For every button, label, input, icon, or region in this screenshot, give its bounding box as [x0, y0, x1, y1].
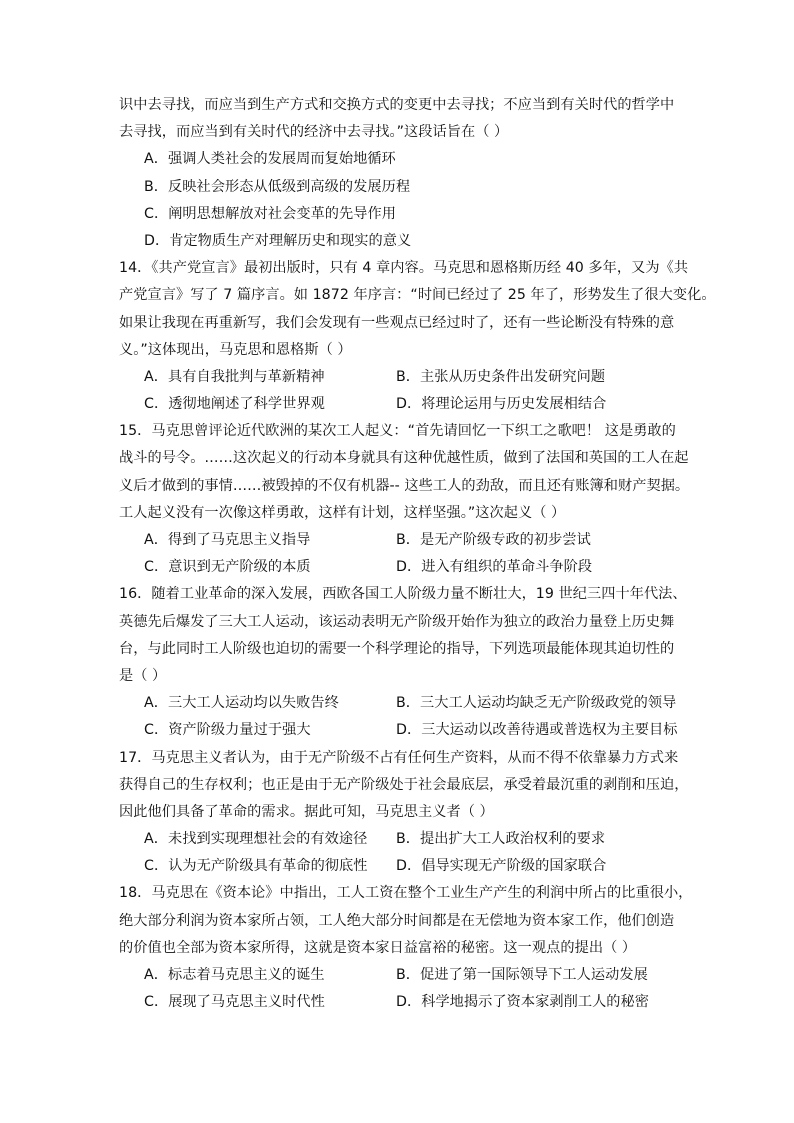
option-b: B．反映社会形态从低级到高级的发展历程: [144, 178, 411, 195]
option-b: B．提出扩大工人政治权利的要求: [396, 831, 606, 848]
question-stem-line: 如果让我现在再重新写，我们会发现有一些观点已经过时了，还有一些论断没有特殊的意: [119, 314, 675, 331]
option-a: A．具有自我批判与革新精神: [144, 368, 325, 385]
option-c: C．透彻地阐述了科学世界观: [144, 396, 325, 413]
option-c: C．意识到无产阶级的本质: [144, 559, 311, 576]
question-stem-line: 英德先后爆发了三大工人运动，该运动表明无产阶级开始作为独立的政治力量登上历史舞: [119, 613, 675, 630]
option-d: D．进入有组织的革命斗争阶段: [396, 559, 593, 576]
question-stem-line: 获得自己的生存权利；也正是由于无产阶级处于社会最底层，承受着最沉重的剥削和压迫，: [119, 776, 689, 793]
option-c: C．认为无产阶级具有革命的彻底性: [144, 858, 368, 875]
question-stem-line: 的价值也全部为资本家所得，这就是资本家日益富裕的秘密。这一观点的提出（ ）: [119, 939, 637, 956]
question-stem-line: 因此他们具备了革命的需求。据此可知，马克思主义者（ ）: [119, 803, 494, 820]
question-stem-line: 绝大部分利润为资本家所占领，工人绝大部分时间都是在无偿地为资本家工作，他们创造: [119, 912, 675, 929]
option-d: D．科学地揭示了资本家剥削工人的秘密: [396, 994, 650, 1011]
question-16: [119, 581, 689, 744]
option-d: D．将理论运用与历史发展相结合: [396, 396, 607, 413]
option-c: C．展现了马克思主义时代性: [144, 994, 325, 1011]
question-stem-line: 产党宣言》写了 7 篇序言。如 1872 年序言：“时间已经过了 25 年了，形势发生了很大变化。: [119, 287, 716, 304]
option-d: D．三大运动以改善待遇或普选权为主要目标: [396, 722, 678, 739]
option-a: A．三大工人运动均以失败告终: [144, 695, 339, 712]
question-stem-line: 义后才做到的事情……被毁掉的不仅有机器-- 这些工人的劲敌，而且还有账簿和财产契据。: [119, 477, 690, 494]
question-stem-line: 15．马克思曾评论近代欧洲的某次工人起义：“首先请回忆一下织工之歌吧！ 这是勇敢的: [119, 423, 676, 440]
question-15: [119, 418, 689, 581]
question-stem-line: 17．马克思主义者认为，由于无产阶级不占有任何生产资料，从而不得不依靠暴力方式来: [119, 749, 679, 766]
option-b: B．主张从历史条件出发研究问题: [396, 368, 606, 385]
option-a: A．未找到实现理想社会的有效途径: [144, 831, 368, 848]
option-row: [119, 717, 689, 744]
option-c: C．资产阶级力量过于强大: [144, 722, 311, 739]
option-b: B．三大工人运动均缺乏无产阶级政党的领导: [396, 695, 677, 712]
question-14: [119, 255, 716, 418]
question-stem-line: 去寻找，而应当到有关时代的经济中去寻找。”这段话旨在（ ）: [119, 124, 509, 141]
question-stem-line: 义。”这体现出，马克思和恩格斯（ ）: [119, 341, 352, 358]
option-row: [119, 690, 689, 717]
option-row: [119, 391, 689, 418]
option-b: B．促进了第一国际领导下工人运动发展: [396, 967, 648, 983]
option-row: [119, 989, 689, 1016]
question-stem-line: 14．《共产党宣言》最初出版时，只有 4 章内容。马克思和恩格斯历经 40 多年，又为《共: [119, 260, 689, 277]
question-stem-line: 识中去寻找，而应当到生产方式和交换方式的变更中去寻找；不应当到有关时代的哲学中: [119, 97, 675, 113]
option-a: A．强调人类社会的发展周而复始地循环: [144, 151, 396, 168]
question-stem-line: 台，与此同时工人阶级也迫切的需要一个科学理论的指导，下列选项最能体现其迫切性的: [119, 640, 675, 657]
question-stem-line: 是（ ）: [119, 667, 167, 684]
question-17: [119, 745, 689, 881]
option-row: [119, 826, 689, 853]
option-row: [119, 554, 689, 581]
option-a: A．标志着马克思主义的诞生: [144, 967, 325, 983]
question-18: [119, 880, 693, 1016]
option-d: D．肯定物质生产对理解历史和现实的意义: [144, 232, 412, 249]
question-list: [119, 92, 716, 1016]
option-a: A．得到了马克思主义指导: [144, 532, 311, 548]
option-b: B．是无产阶级专政的初步尝试: [396, 532, 591, 548]
option-row: [119, 853, 689, 880]
option-c: C．阐明思想解放对社会变革的先导作用: [144, 205, 396, 222]
question-stem-line: 工人起义没有一次像这样勇敢，这样有计划，这样坚强。”这次起义（ ）: [119, 504, 566, 521]
option-d: D．倡导实现无产阶级的国家联合: [396, 858, 607, 875]
question-stem-line: 18．马克思在《资本论》中指出，工人工资在整个工业生产产生的利润中所占的比重很小，: [119, 885, 693, 902]
question-stem-line: 16．随着工业革命的深入发展，西欧各国工人阶级力量不断壮大，19 世纪三四十年代法、: [119, 586, 687, 603]
question-stem-line: 战斗的号令。……这次起义的行动本身就具有这种优越性质，做到了法国和英国的工人在起: [119, 450, 689, 467]
option-row: [119, 364, 689, 391]
question-13: [119, 92, 689, 255]
option-row: [119, 527, 689, 554]
option-row: [119, 962, 689, 989]
